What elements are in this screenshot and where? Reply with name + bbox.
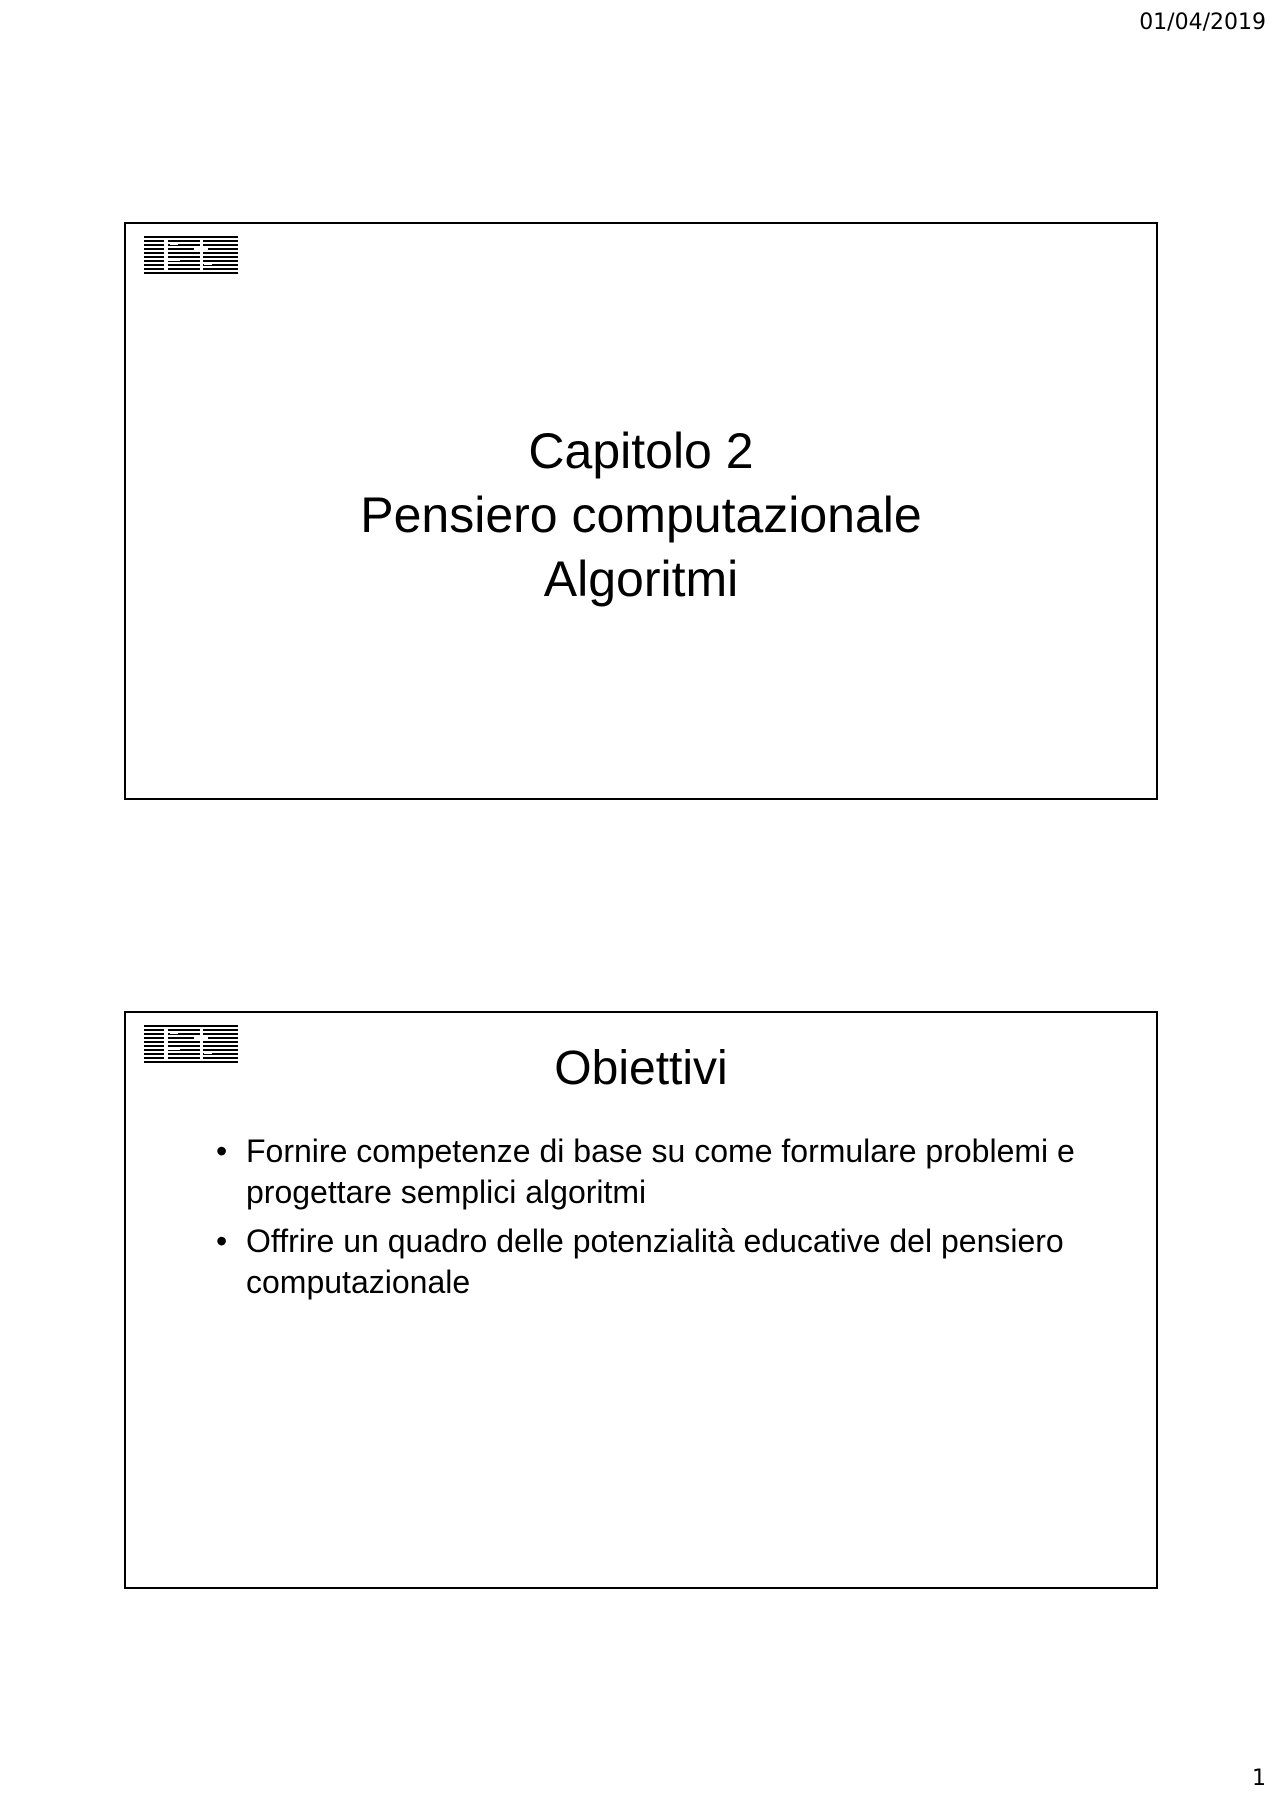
page-number: 1	[1252, 1766, 1266, 1791]
striped-institution-logo-icon	[144, 236, 238, 274]
title-line-2: Pensiero computazionale	[360, 487, 922, 543]
objectives-list	[216, 1131, 1116, 1311]
title-line-1: Capitolo 2	[528, 423, 754, 479]
list-item	[216, 1131, 1116, 1213]
list-item-text: Offrire un quadro delle potenzialità educative del pensiero computazionale	[246, 1223, 1064, 1300]
slide-title-text	[126, 419, 1156, 611]
bullet-icon: •	[216, 1223, 228, 1259]
page-date: 01/04/2019	[1139, 10, 1266, 35]
objectives-heading: Obiettivi	[554, 1042, 728, 1095]
list-item-text: Fornire competenze di base su come formulare problemi e progettare semplici algoritmi	[246, 1133, 1075, 1210]
title-line-3: Algoritmi	[543, 551, 739, 607]
bullet-icon: •	[216, 1133, 228, 1169]
list-item	[216, 1221, 1116, 1303]
slide-objectives	[124, 1011, 1158, 1589]
slide-title	[124, 222, 1158, 800]
